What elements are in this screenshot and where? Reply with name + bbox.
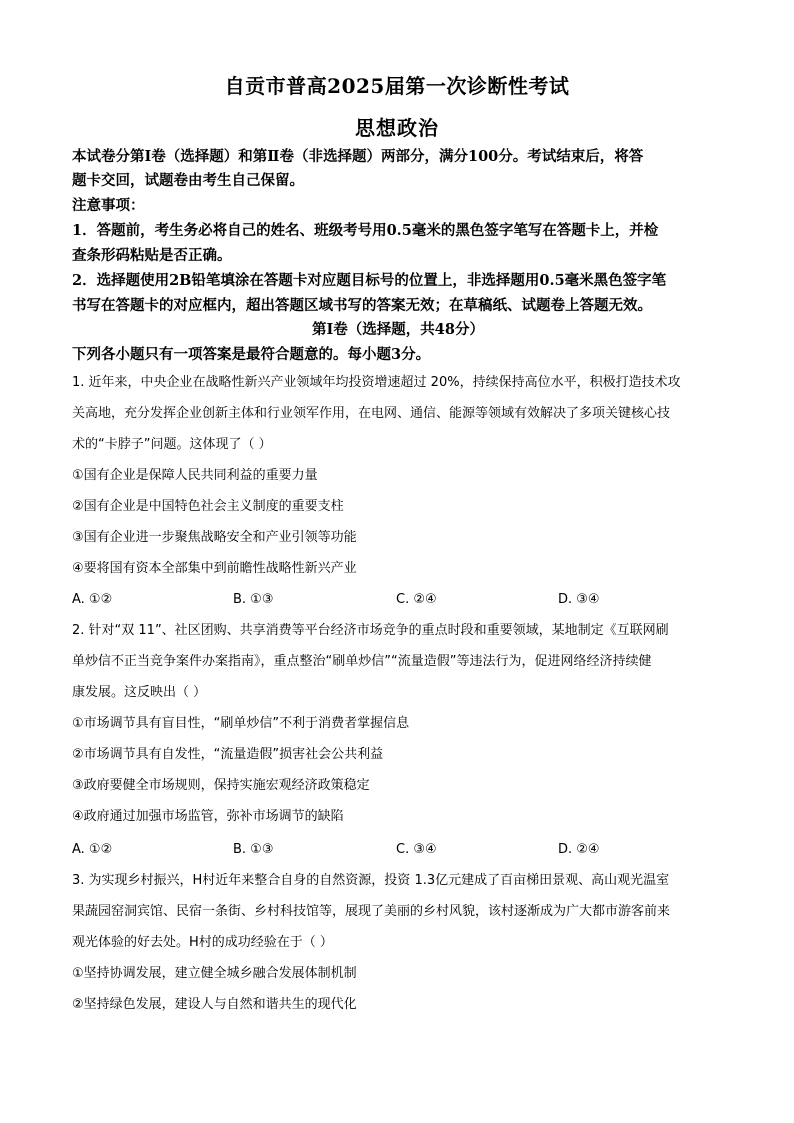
intro-line: 题卡交回，试题卷由考生自己保留。 [72,172,304,189]
question-1-stem: 关高地，充分发挥企业创新主体和行业领军作用，在电网、通信、能源等领域有效解决了多项关键核心技 [72,406,671,421]
question-2-statement: ④政府通过加强市场监管，弥补市场调节的缺陷 [72,809,344,824]
exam-title: 自贡市普高2025届第一次诊断性考试 [224,74,570,98]
section-instruction: 下列各小题只有一项答案是最符合题意的。每小题3分。 [72,346,431,363]
question-1-statement: ②国有企业是中国特色社会主义制度的重要支柱 [72,499,344,514]
question-1-option-d: D. ③④ [558,592,600,607]
intro-line: 本试卷分第Ⅰ卷（选择题）和第Ⅱ卷（非选择题）两部分，满分100分。考试结束后，将答 [72,148,644,165]
notice-heading: 注意事项： [72,197,145,214]
question-2-option-c: C. ③④ [396,842,437,857]
question-2-statement: ②市场调节具有自发性，“流量造假”损害社会公共利益 [72,747,384,762]
question-1-statement: ③国有企业进一步聚焦战略安全和产业引领等功能 [72,530,357,545]
question-2-option-b: B. ①③ [233,842,274,857]
exam-subject: 思想政治 [355,116,439,140]
question-2-stem: 单炒信不正当竞争案件办案指南》，重点整治“刷单炒信”“流量造假”等违法行为，促进网络经济持续健 [72,654,652,669]
question-3-statement: ①坚持协调发展，建立健全城乡融合发展体制机制 [72,966,357,981]
notice-line: 书写在答题卡的对应框内，超出答题区域书写的答案无效；在草稿纸、试题卷上答题无效。 [72,297,652,314]
notice-line: 2．选择题使用2B铅笔填涂在答题卡对应题目标号的位置上，非选择题用0.5毫米黑色签字笔 [72,272,667,289]
question-1-option-a: A. ①② [72,592,113,607]
question-3-stem: 果蔬园窑洞宾馆、民宿一条街、乡村科技馆等，展现了美丽的乡村风貌，该村逐渐成为广大都市游客前来 [72,904,671,919]
notice-line: 1．答题前，考生务必将自己的姓名、班级考号用0.5毫米的黑色签字笔写在答题卡上，并检 [72,222,659,239]
question-3-stem: 观光体验的好去处。H村的成功经验在于（ ） [72,935,333,950]
question-1-option-c: C. ②④ [396,592,437,607]
section-heading: 第Ⅰ卷（选择题，共48分） [312,321,484,338]
question-2-statement: ③政府要健全市场规则，保持实施宏观经济政策稳定 [72,778,370,793]
question-1-stem: 1. 近年来，中央企业在战略性新兴产业领域年均投资增速超过 20%，持续保持高位水平，积极打造技术攻 [72,375,681,390]
question-3-statement: ②坚持绿色发展，建设人与自然和谐共生的现代化 [72,997,357,1012]
question-2-option-d: D. ②④ [558,842,600,857]
question-3-stem: 3. 为实现乡村振兴，H村近年来整合自身的自然资源，投资 1.3亿元建成了百亩梯田景观、高山观光温室 [72,873,670,888]
question-2-stem: 康发展。这反映出（ ） [72,685,207,700]
question-2-option-a: A. ①② [72,842,113,857]
question-1-option-b: B. ①③ [233,592,274,607]
question-2-stem: 2. 针对“双 11”、社区团购、共享消费等平台经济市场竞争的重点时段和重要领域，某地制定《互联网刷 [72,623,669,638]
notice-line: 查条形码粘贴是否正确。 [72,247,232,264]
question-1-statement: ①国有企业是保障人民共同利益的重要力量 [72,468,318,483]
question-1-stem: 术的“卡脖子”问题。这体现了（ ） [72,437,272,452]
question-1-statement: ④要将国有资本全部集中到前瞻性战略性新兴产业 [72,561,357,576]
question-2-statement: ①市场调节具有盲目性，“刷单炒信”不利于消费者掌握信息 [72,716,410,731]
